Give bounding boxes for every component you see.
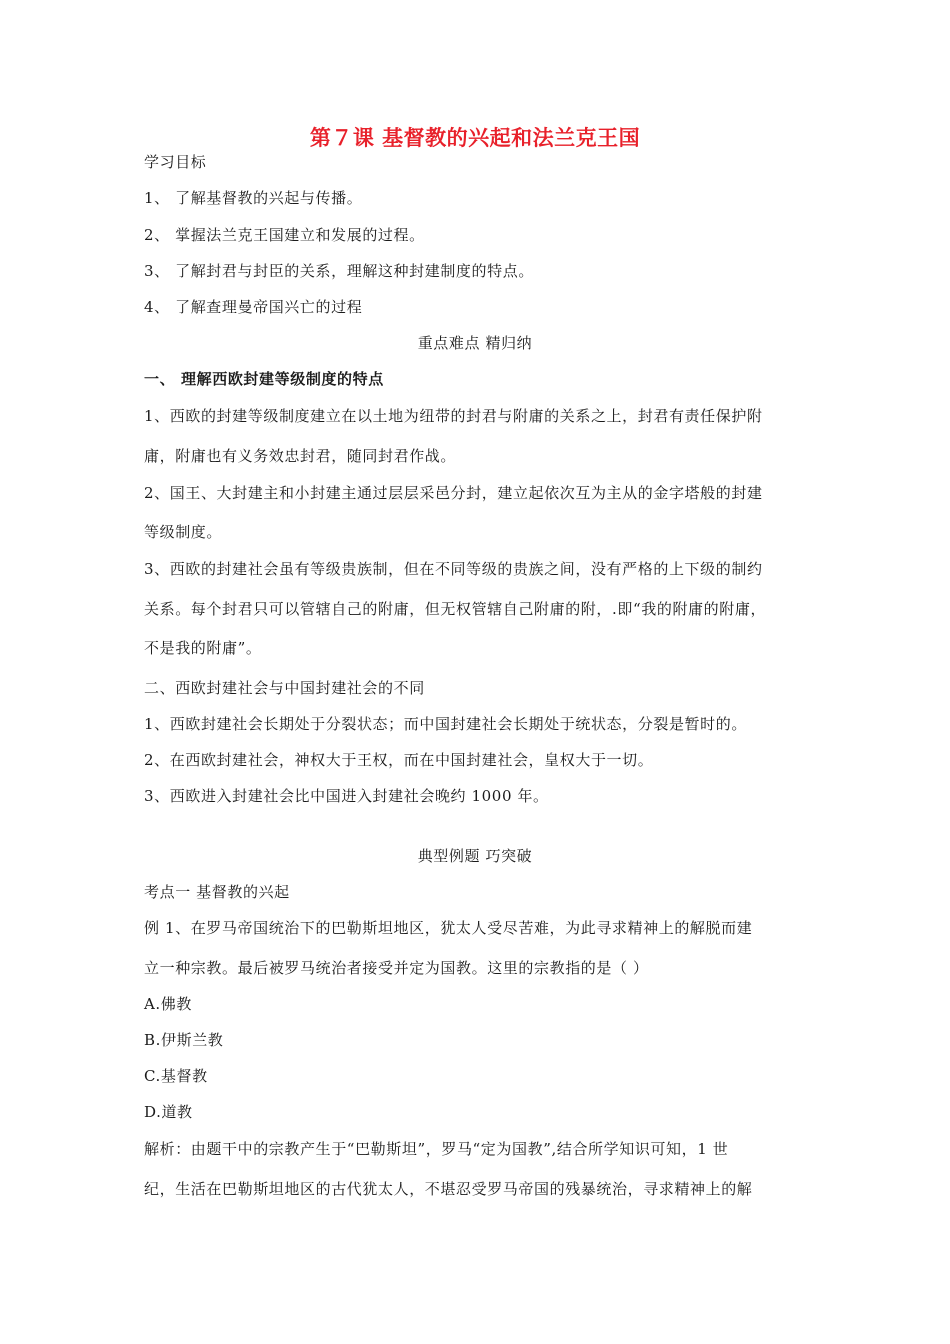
paragraph-line: 2、在西欧封建社会，神权大于王权，而在中国封建社会，皇权大于一切。 (144, 751, 654, 769)
lesson-title: 第７课 基督教的兴起和法兰克王国 (309, 126, 641, 150)
option-d: D.道教 (144, 1103, 193, 1121)
objective-item: 2、 掌握法兰克王国建立和发展的过程。 (144, 226, 425, 244)
analysis-line: 纪，生活在巴勒斯坦地区的古代犹太人，不堪忍受罗马帝国的残暴统治，寻求精神上的解 (144, 1180, 753, 1198)
key-points-heading: 重点难点 精归纳 (417, 334, 533, 352)
question-line: 例 1、在罗马帝国统治下的巴勒斯坦地区，犹太人受尽苦难，为此寻求精神上的解脱而建 (144, 919, 753, 937)
paragraph-line: 3、西欧的封建社会虽有等级贵族制，但在不同等级的贵族之间，没有严格的上下级的制约 (144, 560, 763, 578)
question-line: 立一种宗教。最后被罗马统治者接受并定为国教。这里的宗教指的是（ ） (144, 959, 649, 977)
objective-item: 1、 了解基督教的兴起与传播。 (144, 189, 363, 207)
option-b: B.伊斯兰教 (144, 1031, 224, 1049)
objective-item: 4、 了解查理曼帝国兴亡的过程 (144, 298, 363, 316)
paragraph-line: 关系。每个封君只可以管辖自己的附庸，但无权管辖自己附庸的附，.即“我的附庸的附庸， (144, 600, 767, 618)
paragraph-line: 不是我的附庸”。 (144, 639, 262, 657)
paragraph-line: 1、西欧封建社会长期处于分裂状态；而中国封建社会长期处于统状态，分裂是暂时的。 (144, 715, 747, 733)
paragraph-line: 庸，附庸也有义务效忠封君，随同封君作战。 (144, 447, 457, 465)
option-c: C.基督教 (144, 1067, 208, 1085)
topic-label: 考点一 基督教的兴起 (144, 883, 290, 901)
paragraph-line: 2、国王、大封建主和小封建主通过层层采邑分封，建立起依次互为主从的金字塔般的封建 (144, 484, 763, 502)
paragraph-line: 1、西欧的封建等级制度建立在以土地为纽带的封君与附庸的关系之上，封君有责任保护附 (144, 407, 763, 425)
paragraph-line: 3、西欧进入封建社会比中国进入封建社会晚约 1000 年。 (144, 787, 549, 805)
section2-heading: 二、西欧封建社会与中国封建社会的不同 (144, 679, 425, 697)
examples-heading: 典型例题 巧突破 (417, 847, 533, 865)
objective-item: 3、 了解封君与封臣的关系，理解这种封建制度的特点。 (144, 262, 534, 280)
option-a: A.佛教 (144, 995, 193, 1013)
section1-heading: 一、 理解西欧封建等级制度的特点 (144, 370, 384, 388)
analysis-line: 解析：由题干中的宗教产生于“巴勒斯坦”，罗马“定为国教”,结合所学知识可知，1 世 (144, 1140, 729, 1158)
paragraph-line: 等级制度。 (144, 523, 223, 541)
objectives-heading: 学习目标 (144, 153, 207, 171)
